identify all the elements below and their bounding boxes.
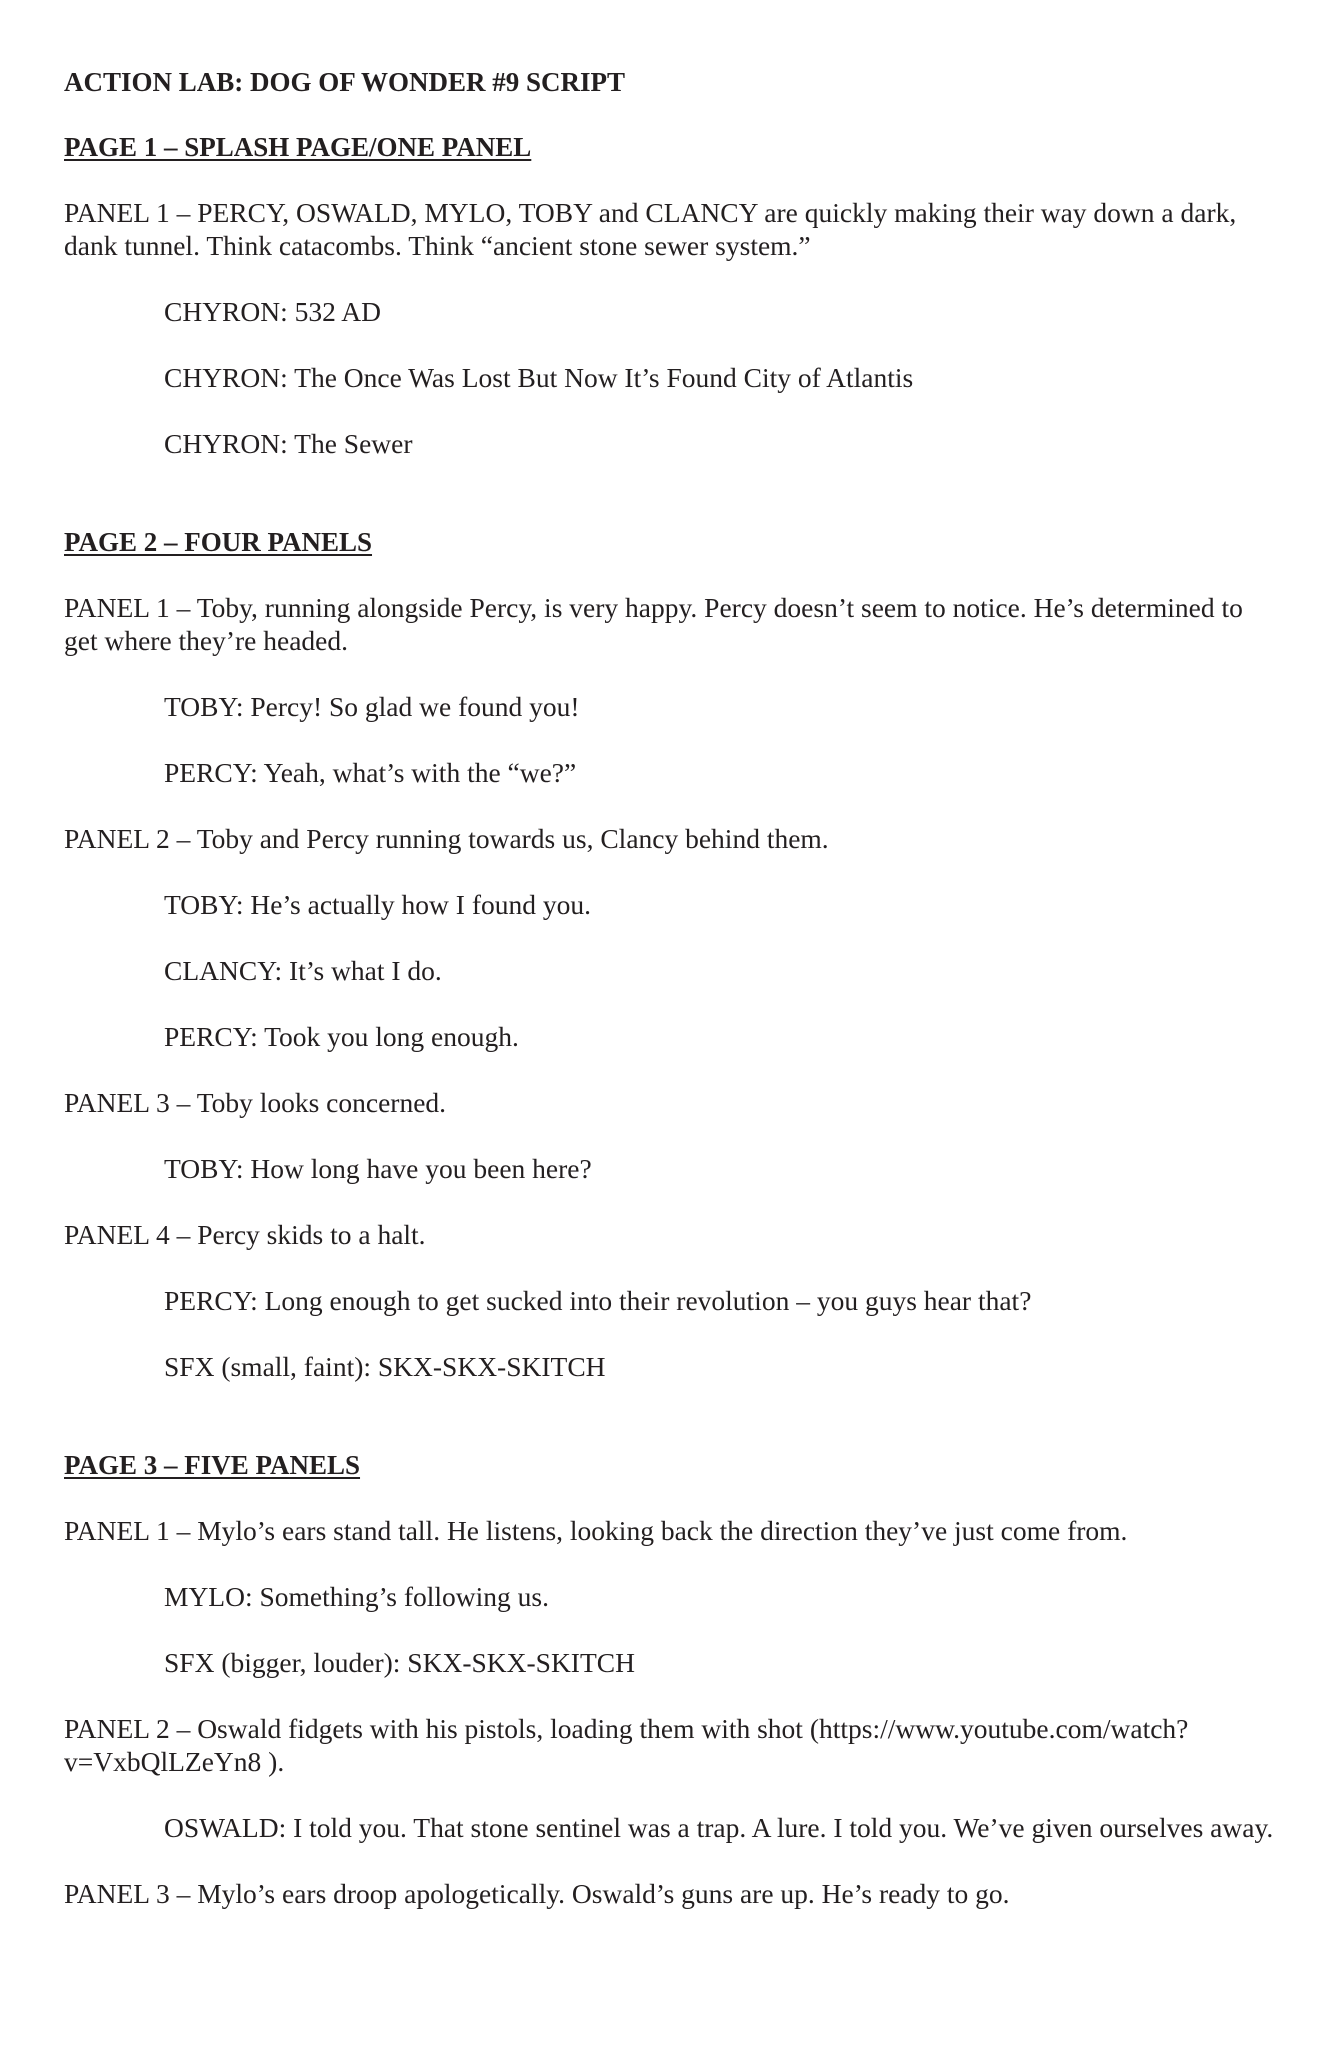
dialogue-line: PERCY: Yeah, what’s with the “we?” <box>164 757 577 788</box>
dialogue-line: TOBY: Percy! So glad we found you! <box>164 691 580 722</box>
sfx-line: SFX (bigger, louder): SKX-SKX-SKITCH <box>164 1647 635 1678</box>
dialogue-line: TOBY: He’s actually how I found you. <box>164 889 591 920</box>
page-2-panel-3-description: PANEL 3 – Toby looks concerned. <box>64 1087 447 1118</box>
page-2-heading: PAGE 2 – FOUR PANELS <box>64 527 373 557</box>
page-2-panel-2-description: PANEL 2 – Toby and Percy running towards us, Clancy behind them. <box>64 823 829 854</box>
dialogue-line: TOBY: How long have you been here? <box>164 1153 592 1184</box>
page-3-panel-3-description: PANEL 3 – Mylo’s ears droop apologetically. Oswald’s guns are up. He’s ready to go. <box>64 1878 1010 1909</box>
chyron-line: CHYRON: The Sewer <box>164 428 413 459</box>
sfx-line: SFX (small, faint): SKX-SKX-SKITCH <box>164 1351 606 1382</box>
section-spacer <box>64 493 1274 526</box>
dialogue-line: PERCY: Took you long enough. <box>164 1021 519 1052</box>
section-spacer <box>64 1416 1274 1449</box>
page-3-panel-1-description: PANEL 1 – Mylo’s ears stand tall. He listens, looking back the direction they’ve just come from. <box>64 1515 1128 1546</box>
dialogue-line: CLANCY: It’s what I do. <box>164 955 442 986</box>
chyron-line: CHYRON: The Once Was Lost But Now It’s Found City of Atlantis <box>164 362 914 393</box>
page-3-panel-2-description: PANEL 2 – Oswald fidgets with his pistols, loading them with shot (https://www.youtube.com/watch?v=VxbQlLZeYn8 ). <box>64 1713 1189 1777</box>
script-title: ACTION LAB: DOG OF WONDER #9 SCRIPT <box>64 67 626 97</box>
dialogue-line: PERCY: Long enough to get sucked into their revolution – you guys hear that? <box>164 1285 1032 1316</box>
page-3-heading: PAGE 3 – FIVE PANELS <box>64 1450 361 1480</box>
script-page <box>64 66 1274 1943</box>
chyron-line: CHYRON: 532 AD <box>164 296 381 327</box>
page-2-panel-4-description: PANEL 4 – Percy skids to a halt. <box>64 1219 426 1250</box>
page-2-panel-1-description: PANEL 1 – Toby, running alongside Percy, is very happy. Percy doesn’t seem to notice. He’s determined to get where they’re headed. <box>64 592 1243 656</box>
dialogue-line: OSWALD: I told you. That stone sentinel was a trap. A lure. I told you. We’ve given ourselves away. <box>164 1812 1274 1843</box>
dialogue-line: MYLO: Something’s following us. <box>164 1581 550 1612</box>
page-1-heading: PAGE 1 – SPLASH PAGE/ONE PANEL <box>64 132 532 162</box>
page-1-panel-1-description: PANEL 1 – PERCY, OSWALD, MYLO, TOBY and CLANCY are quickly making their way down a dark, dank tunnel. Think catacombs. Think “ancient stone sewer system.” <box>64 197 1237 261</box>
